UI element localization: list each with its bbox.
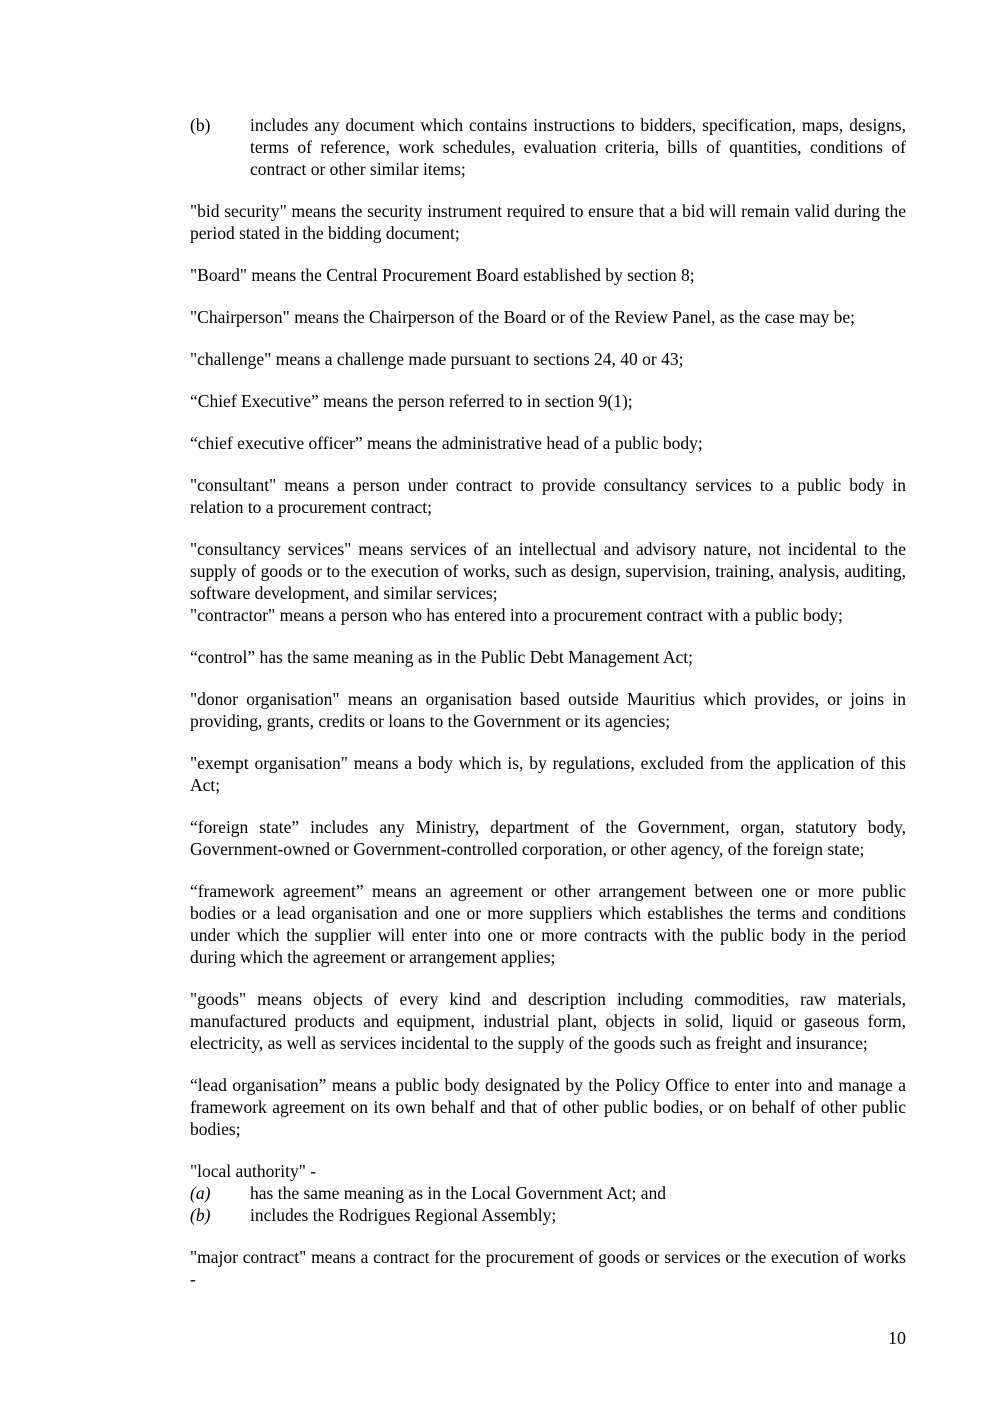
def-local-authority: "local authority" - bbox=[190, 1161, 317, 1181]
def-exempt-organisation: "exempt organisation" means a body which is, by regulations, excluded from the application of this Act; bbox=[190, 753, 906, 795]
local-authority-item-a-label: (a) bbox=[190, 1183, 211, 1203]
def-chief-executive: “Chief Executive” means the person referred to in section 9(1); bbox=[190, 391, 633, 411]
def-donor-organisation: "donor organisation" means an organisation based outside Mauritius which provides, or joins in providing, grants, credits or loans to the Government or its agencies; bbox=[190, 689, 906, 731]
local-authority-item-b bbox=[190, 1204, 906, 1226]
local-authority-item-a-text: has the same meaning as in the Local Government Act; and bbox=[250, 1183, 666, 1203]
def-contractor: "contractor" means a person who has entered into a procurement contract with a public body; bbox=[190, 605, 843, 625]
def-lead-organisation: “lead organisation” means a public body designated by the Policy Office to enter into and manage a framework agreement on its own behalf and that of other public bodies, or on behalf of other public bodies; bbox=[190, 1075, 906, 1139]
local-authority-item-a bbox=[190, 1182, 906, 1204]
def-board: "Board" means the Central Procurement Board established by section 8; bbox=[190, 265, 695, 285]
def-bid-security: "bid security" means the security instrument required to ensure that a bid will remain valid during the period stated in the bidding document; bbox=[190, 201, 906, 243]
def-consultant: "consultant" means a person under contract to provide consultancy services to a public body in relation to a procurement contract; bbox=[190, 475, 906, 517]
def-goods: "goods" means objects of every kind and description including commodities, raw materials, manufactured products and equipment, industrial plant, objects in solid, liquid or gaseous form, electricity, as well as services incidental to the supply of the goods such as freight and insurance; bbox=[190, 989, 906, 1053]
def-chief-executive-officer: “chief executive officer” means the administrative head of a public body; bbox=[190, 433, 703, 453]
page-number: 10 bbox=[888, 1328, 906, 1348]
document-body bbox=[190, 114, 906, 1290]
def-chairperson: "Chairperson" means the Chairperson of the Board or of the Review Panel, as the case may be; bbox=[190, 307, 855, 327]
def-consultancy-services: "consultancy services" means services of an intellectual and advisory nature, not incidental to the supply of goods or to the execution of works, such as design, supervision, training, analysis, auditing, software development, and similar services; bbox=[190, 539, 906, 603]
list-item-b bbox=[190, 114, 906, 180]
def-control: “control” has the same meaning as in the Public Debt Management Act; bbox=[190, 647, 693, 667]
list-item-b-label: (b) bbox=[190, 115, 211, 135]
def-challenge: "challenge" means a challenge made pursuant to sections 24, 40 or 43; bbox=[190, 349, 684, 369]
def-foreign-state: “foreign state” includes any Ministry, department of the Government, organ, statutory body, Government-owned or Government-controlled corporation, or other agency, of the foreign state; bbox=[190, 817, 906, 859]
def-framework-agreement: “framework agreement” means an agreement or other arrangement between one or more public bodies or a lead organisation and one or more suppliers which establishes the terms and conditions under which the supplier will enter into one or more contracts with the public body in the period during which the agreement or arrangement applies; bbox=[190, 881, 906, 967]
local-authority-item-b-label: (b) bbox=[190, 1205, 211, 1225]
local-authority-item-b-text: includes the Rodrigues Regional Assembly; bbox=[250, 1205, 557, 1225]
list-item-b-text: includes any document which contains instructions to bidders, specification, maps, designs, terms of reference, work schedules, evaluation criteria, bills of quantities, conditions of contract or other similar items; bbox=[250, 115, 906, 179]
def-major-contract: "major contract" means a contract for the procurement of goods or services or the execution of works - bbox=[190, 1247, 906, 1289]
